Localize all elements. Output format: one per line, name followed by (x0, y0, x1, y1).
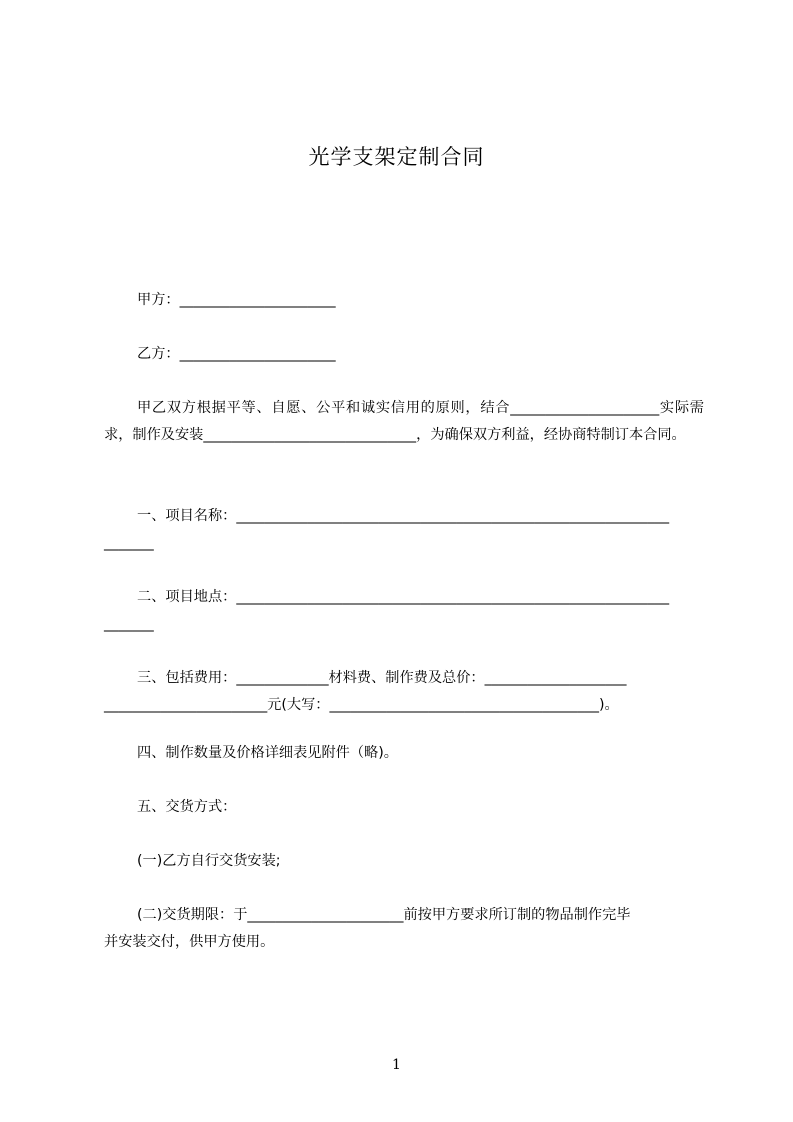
item5-2-blank: ______________________ (247, 907, 404, 923)
party-a-line (104, 287, 737, 314)
party-b-blank: ______________________ (179, 346, 336, 362)
item2-continuation (104, 611, 704, 638)
item3-label: 三、包括费用： (137, 670, 237, 686)
item1-blank-2: _______ (104, 535, 154, 551)
item3-blank-3: _______________________ (104, 697, 268, 713)
item3-continuation (104, 692, 704, 719)
item2-blank-1: _____________________________________________________________ (236, 589, 670, 605)
party-b-label: 乙方： (137, 346, 180, 362)
item3-blank-1: _____________ (236, 670, 329, 686)
item5-2-continuation: 并安装交付，供甲方使用。 (104, 934, 275, 950)
item3-end-text: )。 (599, 697, 619, 713)
item1-continuation (104, 530, 704, 557)
preamble-blank-1: _____________________ (510, 400, 660, 416)
item2-line (104, 584, 737, 611)
item5-1-line: (一)乙方自行交货安装; (137, 853, 281, 869)
item5-2-text-1: (二)交货期限：于 (137, 907, 248, 923)
item2-label: 二、项目地点： (137, 589, 237, 605)
preamble-text-3: ，为确保双方利益，经协商特制订本合同。 (416, 427, 686, 443)
item3-yuan-text: 元(大写： (267, 697, 330, 713)
preamble-text-1: 甲乙双方根据平等、自愿、公平和诚实信用的原则，结合 (137, 400, 511, 416)
item1-blank-1: _____________________________________________________________ (236, 508, 670, 524)
item3-line (104, 665, 737, 692)
item1-label: 一、项目名称： (137, 508, 237, 524)
preamble-paragraph (104, 395, 704, 449)
item4-line: 四、制作数量及价格详细表见附件（略)。 (137, 745, 398, 761)
item3-mid-text: 材料费、制作费及总价： (328, 670, 485, 686)
item3-blank-2: ____________________ (484, 670, 627, 686)
item2-blank-2: _______ (104, 616, 154, 632)
preamble-text-2: 实际需求，制作及安装 (104, 400, 704, 443)
item5-line: 五、交货方式： (137, 799, 237, 815)
party-a-label: 甲方： (137, 292, 180, 308)
item5-2-text-2: 前按甲方要求所订制的物品制作完毕 (403, 907, 631, 923)
party-a-blank: ______________________ (179, 292, 336, 308)
preamble-blank-2: ______________________________ (203, 427, 417, 443)
item3-blank-4: ______________________________________ (329, 697, 600, 713)
document-title: 光学支架定制合同 (308, 145, 485, 169)
party-b-line (104, 341, 737, 368)
page-number: 1 (392, 1057, 401, 1073)
item1-line (104, 503, 737, 530)
item5-2-line (104, 902, 737, 929)
